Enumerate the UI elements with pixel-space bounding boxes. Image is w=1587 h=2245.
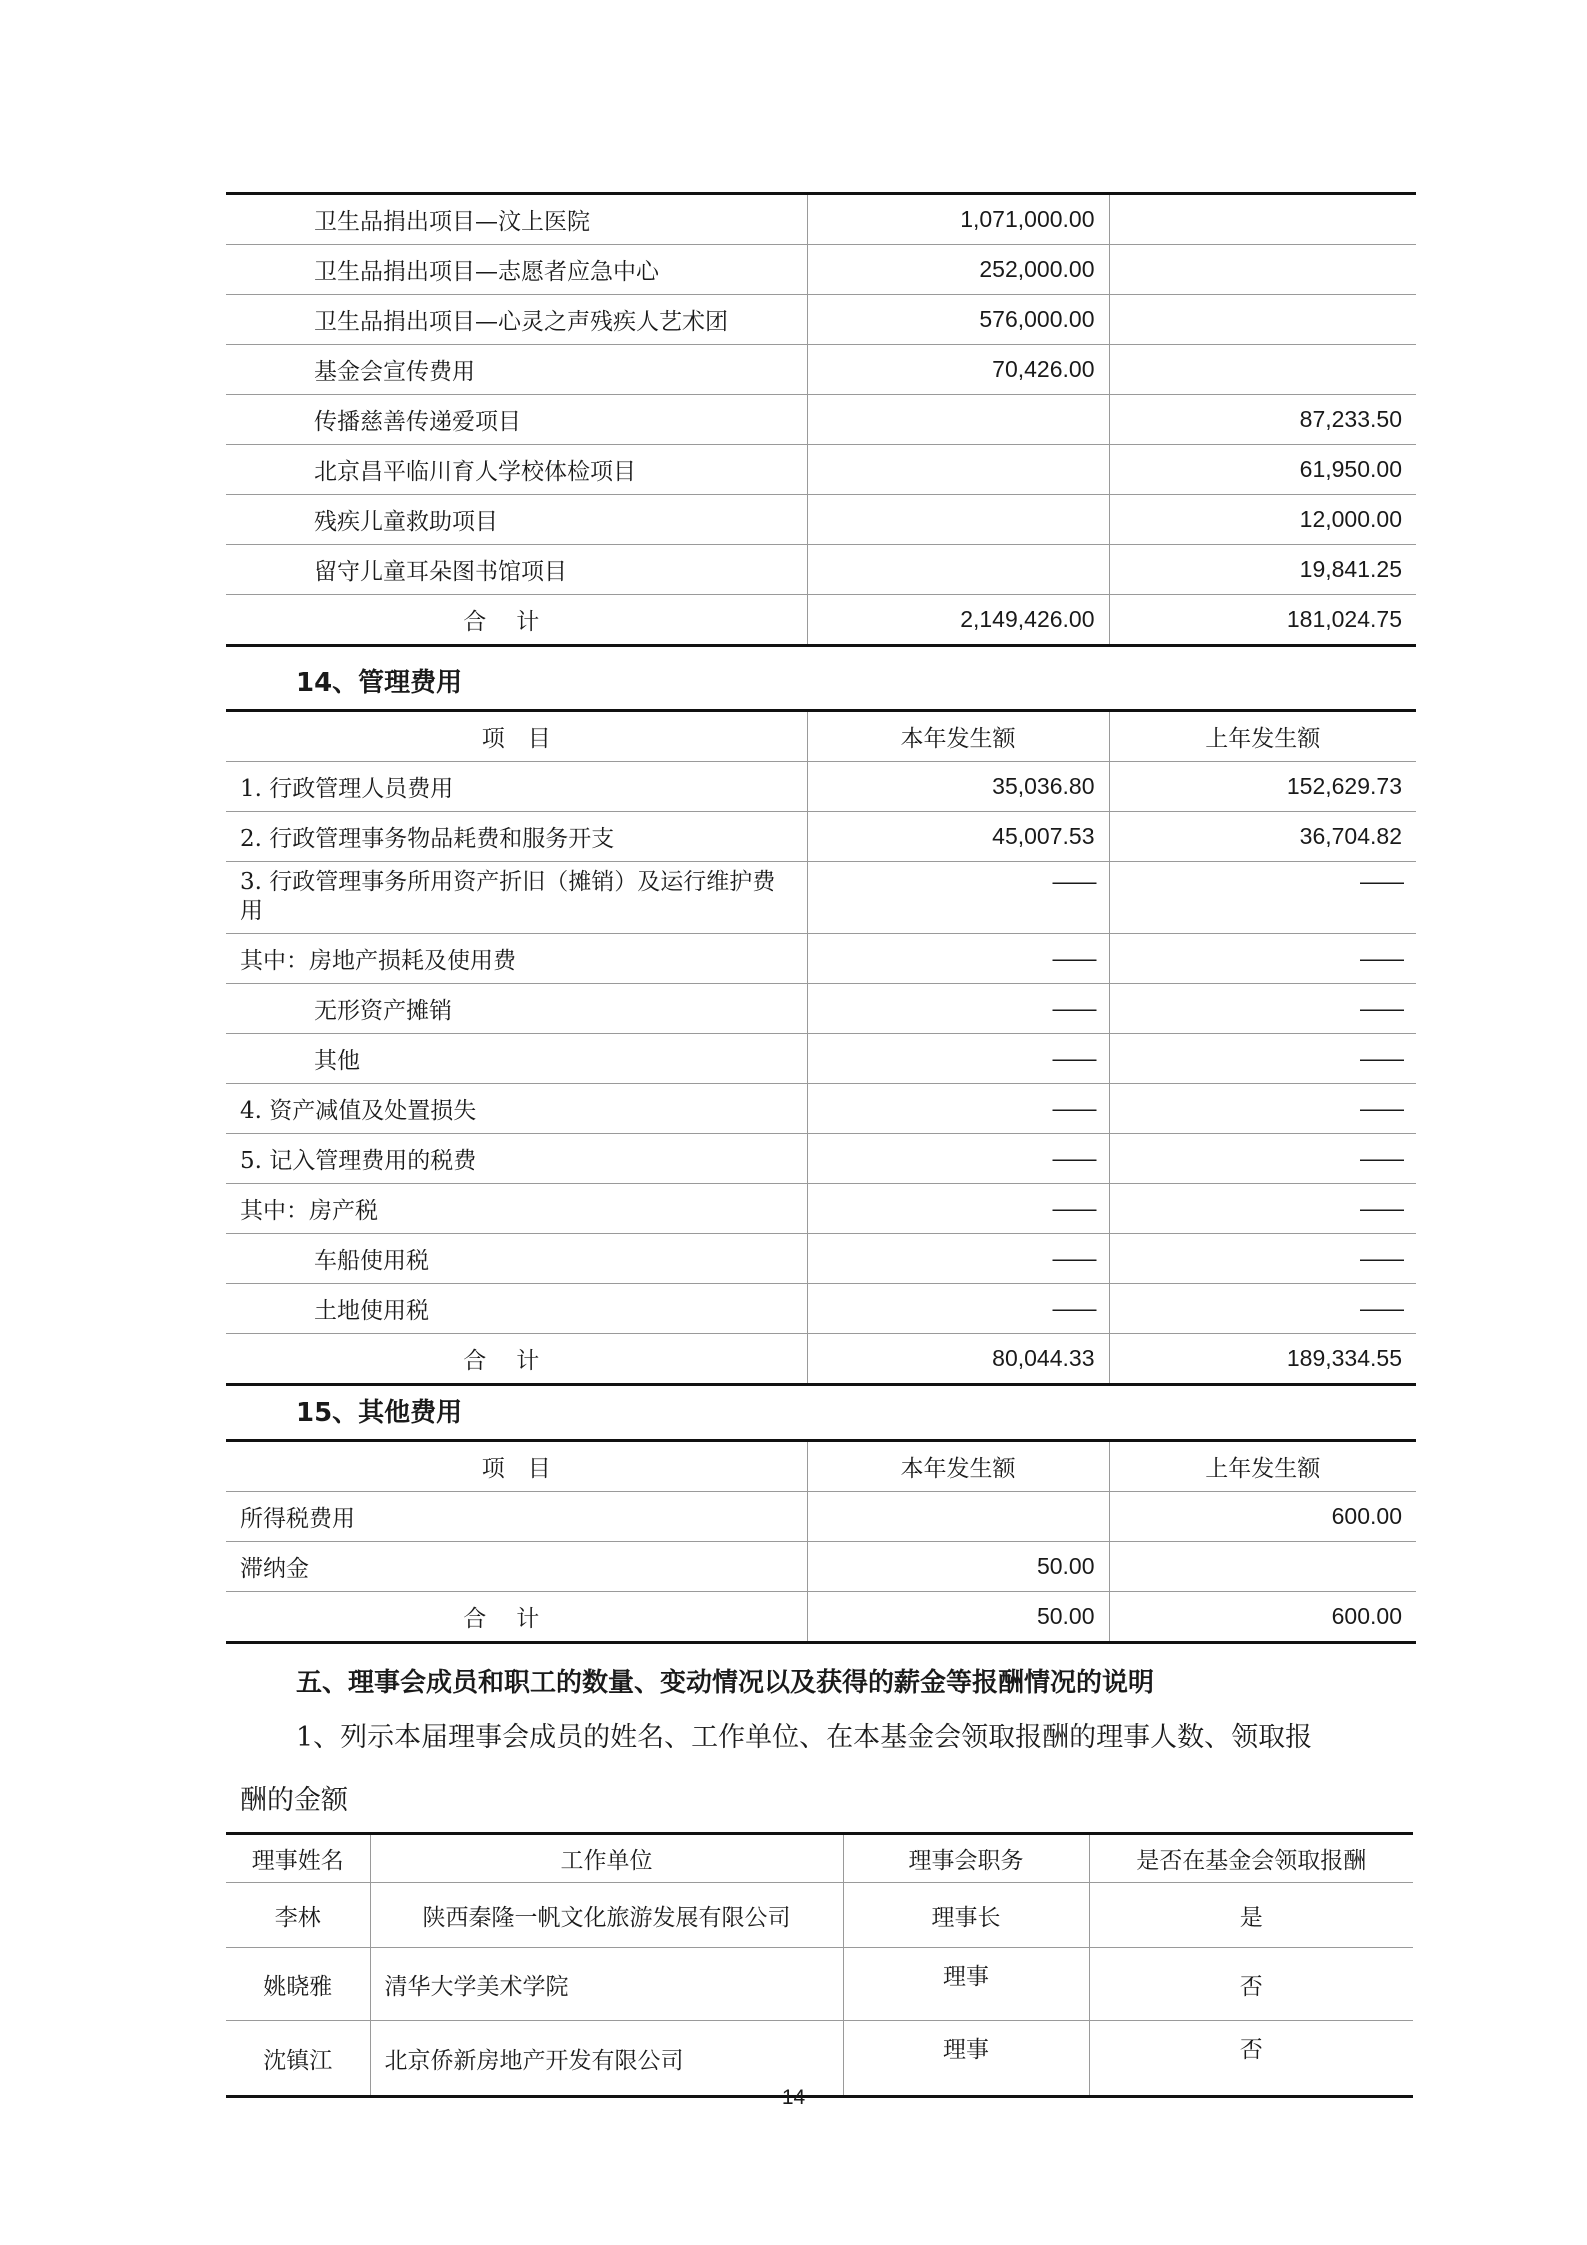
row-prior [1109, 345, 1416, 395]
member-role: 理事长 [843, 1883, 1089, 1948]
table-row [226, 295, 1416, 345]
table-row [226, 495, 1416, 545]
row-current: —— [807, 934, 1109, 984]
row-prior: —— [1109, 984, 1416, 1034]
total-current: 2,149,426.00 [807, 595, 1109, 646]
row-item: 留守儿童耳朵图书馆项目 [226, 545, 807, 595]
row-prior: —— [1109, 1284, 1416, 1334]
member-name: 李林 [226, 1883, 370, 1948]
header-item: 项 目 [226, 711, 807, 762]
table-row [226, 812, 1416, 862]
row-current [807, 545, 1109, 595]
header-current: 本年发生额 [807, 711, 1109, 762]
section-5-paragraph-line2: 酬的金额 [240, 1785, 348, 1816]
table-header-row [226, 1441, 1416, 1492]
row-item: 车船使用税 [226, 1234, 807, 1284]
row-current [807, 445, 1109, 495]
table-row [226, 1184, 1416, 1234]
row-prior: 36,704.82 [1109, 812, 1416, 862]
row-item: 传播慈善传递爱项目 [226, 395, 807, 445]
header-item: 项 目 [226, 1441, 807, 1492]
row-current: —— [807, 984, 1109, 1034]
row-item: 其中：房产税 [226, 1184, 807, 1234]
row-item: 其他 [226, 1034, 807, 1084]
table-row [226, 345, 1416, 395]
row-prior: 19,841.25 [1109, 545, 1416, 595]
header-prior: 上年发生额 [1109, 711, 1416, 762]
table-row [226, 762, 1416, 812]
row-prior [1109, 194, 1416, 245]
member-role: 理事 [843, 2021, 1089, 2097]
row-prior [1109, 295, 1416, 345]
row-current: —— [807, 862, 1109, 934]
member-paid: 否 [1089, 1948, 1413, 2021]
table-row [226, 245, 1416, 295]
table-header-row [226, 711, 1416, 762]
row-item: 所得税费用 [226, 1492, 807, 1542]
header-prior: 上年发生额 [1109, 1441, 1416, 1492]
table-row [226, 1883, 1413, 1948]
row-prior: 87,233.50 [1109, 395, 1416, 445]
member-paid: 是 [1089, 1883, 1413, 1948]
row-item: 北京昌平临川育人学校体检项目 [226, 445, 807, 495]
row-current: 1,071,000.00 [807, 194, 1109, 245]
total-prior: 189,334.55 [1286, 1345, 1402, 1371]
row-current: —— [807, 1184, 1109, 1234]
row-prior: —— [1109, 1234, 1416, 1284]
row-item: 卫生品捐出项目—汶上医院 [226, 194, 807, 245]
table-row [226, 1542, 1416, 1592]
table-row [226, 545, 1416, 595]
section-5-heading: 五、理事会成员和职工的数量、变动情况以及获得的薪金等报酬情况的说明 [296, 1668, 1155, 1698]
row-current: 70,426.00 [807, 345, 1109, 395]
member-paid: 否 [1239, 2037, 1263, 2063]
header-unit: 工作单位 [370, 1834, 843, 1883]
total-current: 50.00 [807, 1592, 1109, 1643]
row-current [807, 495, 1109, 545]
row-prior: 152,629.73 [1109, 762, 1416, 812]
total-row [226, 1334, 1416, 1385]
member-unit: 北京侨新房地产开发有限公司 [370, 2021, 843, 2097]
row-item: 其中：房地产损耗及使用费 [226, 934, 807, 984]
total-label: 合计 [226, 1334, 807, 1385]
row-current: —— [807, 1134, 1109, 1184]
row-prior [1109, 245, 1416, 295]
table-row [226, 194, 1416, 245]
row-current: 252,000.00 [807, 245, 1109, 295]
table-row [226, 395, 1416, 445]
table-row [226, 1084, 1416, 1134]
table-row [226, 1948, 1413, 2021]
table-row [226, 984, 1416, 1034]
program-expense-table [226, 192, 1416, 647]
row-prior: —— [1109, 1134, 1416, 1184]
section-15-heading: 15、其他费用 [296, 1398, 463, 1428]
section-5-paragraph-line1: 1、列示本届理事会成员的姓名、工作单位、在本基金会领取报酬的理事人数、领取报 [296, 1722, 1313, 1753]
row-current: —— [807, 1034, 1109, 1084]
total-row [226, 1592, 1416, 1643]
header-current: 本年发生额 [807, 1441, 1109, 1492]
row-prior: —— [1109, 934, 1416, 984]
admin-expense-table [226, 709, 1416, 1386]
total-current: 80,044.33 [807, 1334, 1109, 1385]
row-item: 3. 行政管理事务所用资产折旧（摊销）及运行维护费用 [226, 862, 807, 934]
total-prior: 181,024.75 [1286, 606, 1402, 632]
table-row [226, 445, 1416, 495]
row-item: 2. 行政管理事务物品耗费和服务开支 [226, 812, 807, 862]
header-role: 理事会职务 [843, 1834, 1089, 1883]
row-item: 卫生品捐出项目—志愿者应急中心 [226, 245, 807, 295]
total-row [226, 595, 1416, 646]
table-row [226, 1492, 1416, 1542]
row-item: 卫生品捐出项目—心灵之声残疾人艺术团 [226, 295, 807, 345]
row-current: 576,000.00 [807, 295, 1109, 345]
row-item: 基金会宣传费用 [226, 345, 807, 395]
table-row [226, 1134, 1416, 1184]
total-label: 合计 [226, 595, 807, 646]
row-item: 4. 资产减值及处置损失 [226, 1084, 807, 1134]
row-item: 滞纳金 [226, 1542, 807, 1592]
row-prior: —— [1109, 862, 1416, 934]
board-members-table [226, 1832, 1413, 2098]
member-name: 沈镇江 [226, 2021, 370, 2097]
row-current: —— [807, 1234, 1109, 1284]
row-current: —— [807, 1084, 1109, 1134]
row-current [807, 1492, 1109, 1542]
row-current [807, 395, 1109, 445]
row-prior: —— [1109, 1184, 1416, 1234]
table-row [226, 934, 1416, 984]
other-expense-table [226, 1439, 1416, 1644]
member-name: 姚晓雅 [226, 1948, 370, 2021]
row-current: 35,036.80 [807, 762, 1109, 812]
row-current: 45,007.53 [807, 812, 1109, 862]
member-role: 理事 [843, 1948, 1089, 2021]
row-prior: 61,950.00 [1109, 445, 1416, 495]
table-row [226, 862, 1416, 934]
table-row [226, 1234, 1416, 1284]
row-item: 5. 记入管理费用的税费 [226, 1134, 807, 1184]
row-item: 无形资产摊销 [226, 984, 807, 1034]
row-item: 残疾儿童救助项目 [226, 495, 807, 545]
row-current: —— [807, 1284, 1109, 1334]
member-unit: 清华大学美术学院 [370, 1948, 843, 2021]
table-row [226, 1034, 1416, 1084]
row-prior: —— [1109, 1034, 1416, 1084]
row-prior: 600.00 [1109, 1492, 1416, 1542]
row-current: 50.00 [807, 1542, 1109, 1592]
header-name: 理事姓名 [226, 1834, 370, 1883]
member-unit: 陕西秦隆一帆文化旅游发展有限公司 [370, 1883, 843, 1948]
row-item: 1. 行政管理人员费用 [226, 762, 807, 812]
total-label: 合计 [226, 1592, 807, 1643]
page-number: 14 [781, 2086, 806, 2109]
table-row [226, 1284, 1416, 1334]
row-prior: 12,000.00 [1109, 495, 1416, 545]
total-prior: 600.00 [1331, 1603, 1402, 1629]
section-14-heading: 14、管理费用 [296, 668, 463, 698]
row-item: 土地使用税 [226, 1284, 807, 1334]
row-prior [1109, 1542, 1416, 1592]
row-prior: —— [1109, 1084, 1416, 1134]
header-paid: 是否在基金会领取报酬 [1089, 1834, 1413, 1883]
table-header-row [226, 1834, 1413, 1883]
